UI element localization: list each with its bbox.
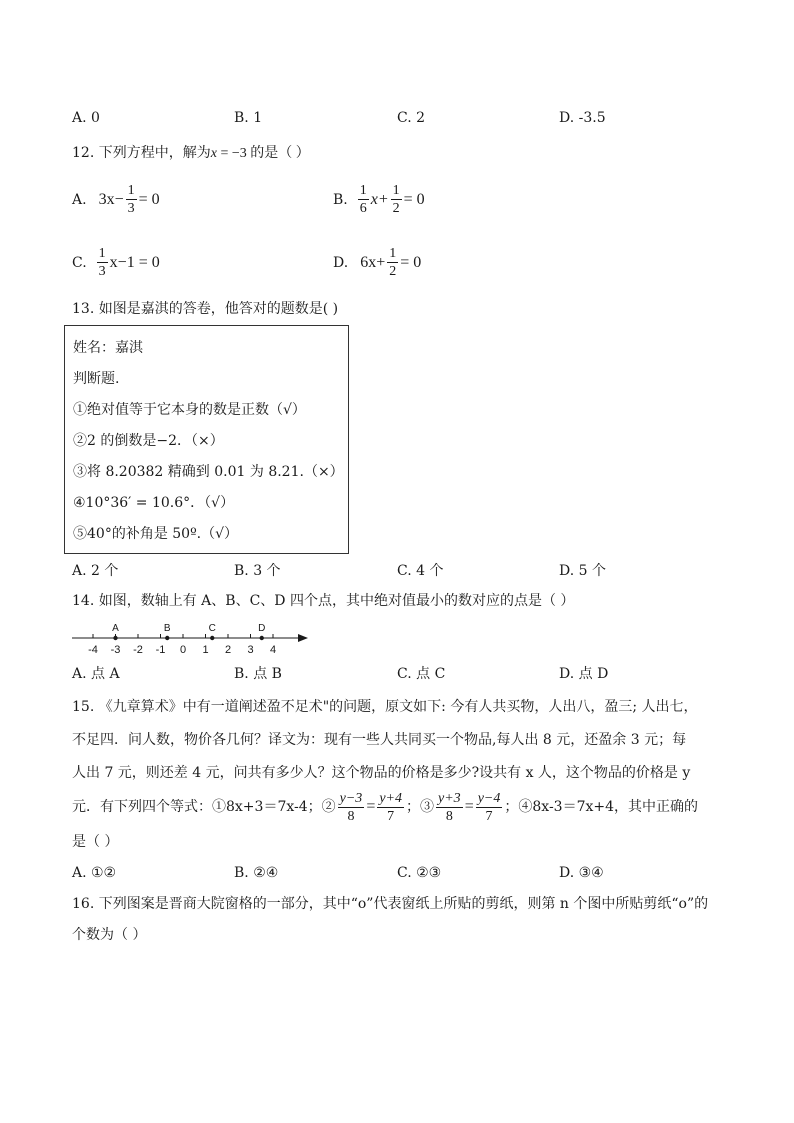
q12-b-num1: 1	[359, 183, 367, 198]
q15-line4-mid: ；③	[406, 799, 435, 815]
q15-line3: 人出 7 元，则还差 4 元，问共有多少人？这个物品的价格是多少?设共有 x 人，这个物品的价格是 y	[72, 765, 691, 781]
number-line-point	[165, 636, 169, 640]
q12-a-den: 3	[127, 201, 135, 216]
q12-b-frac1	[358, 182, 369, 217]
number-line-tick-label: 3	[247, 644, 254, 656]
q12-b-den1: 6	[359, 201, 367, 216]
number-line-tick-label: 1	[202, 644, 209, 656]
q15-eq3-rn: y−4	[477, 790, 501, 806]
q15-line1: 15. 《九章算术》中有一道阐述盈不足术"的问题，原文如下: 今有人共买物，人出八，盈三; 人出七，	[72, 699, 698, 715]
q12-option-b[interactable]	[333, 182, 425, 217]
number-line-tick-label: 4	[269, 644, 277, 656]
q12-b-post: = 0	[403, 190, 425, 208]
q15-option-a[interactable]: A. ①②	[72, 865, 117, 881]
q12-b-frac2	[391, 182, 402, 217]
answer-sheet-line: ③将 8.20382 精确到 0.01 为 8.21.（×）	[73, 464, 344, 480]
number-line-tick-label: 0	[179, 644, 187, 656]
q15-option-c[interactable]: C. ②③	[397, 865, 442, 881]
q12-option-c[interactable]	[72, 245, 160, 280]
q12-b-mid: x+	[370, 190, 389, 208]
q12-stem-var: x	[210, 146, 217, 161]
number-line-point-label: C	[208, 623, 216, 634]
q15-line4	[72, 787, 698, 827]
q15-eq3-ld: 8	[445, 808, 453, 824]
q12-stem-text: 12. 下列方程中，解为	[72, 145, 211, 161]
answer-sheet-line: ②2 的倒数是−2．（×）	[73, 433, 224, 449]
q15-eq2-rd: 7	[387, 808, 395, 824]
number-line-tick-label: -3	[110, 644, 121, 656]
number-line-tick-label: -2	[133, 644, 143, 656]
q13-option-b[interactable]: B. 3 个	[234, 563, 281, 579]
number-line-point-label: B	[163, 623, 171, 634]
q12-option-d-expr	[360, 245, 421, 280]
q16-line1: 16. 下列图案是晋商大院窗格的一部分，其中“o”代表窗纸上所贴的剪纸，则第 n 个图中所贴剪纸“o”的	[72, 896, 709, 912]
number-line-point	[113, 636, 117, 640]
q12-c-den: 3	[98, 264, 106, 279]
q12-option-a[interactable]	[72, 182, 160, 217]
number-line-point-label: D	[258, 623, 266, 634]
answer-sheet-line: ⑤40°的补角是 50º.（√）	[73, 526, 239, 542]
number-line-tick-label: 2	[224, 644, 232, 656]
q15-eq3-rd: 7	[485, 808, 493, 824]
q15-eq2-left	[338, 790, 365, 825]
q12-option-b-expr	[356, 182, 425, 217]
q14-number-line	[68, 618, 313, 658]
q15-eq3	[434, 790, 504, 825]
q12-b-den2: 2	[392, 201, 400, 216]
q15-eq3-left	[436, 790, 463, 825]
answer-sheet-line: 判断题.	[73, 371, 120, 387]
q11-option-b[interactable]: B. 1	[234, 110, 263, 126]
q14-option-c[interactable]: C. 点 C	[397, 666, 446, 682]
q16-line2: 个数为（ ）	[72, 927, 147, 943]
q15-eq2-ld: 8	[347, 808, 355, 824]
q12-a-frac	[126, 182, 137, 217]
q12-d-pre: 6x+	[360, 253, 386, 271]
q12-d-den: 2	[389, 264, 397, 279]
q12-c-num: 1	[98, 246, 106, 261]
q13-option-a[interactable]: A. 2 个	[72, 563, 119, 579]
number-line-point	[260, 636, 264, 640]
q12-option-c-expr	[95, 245, 160, 280]
q15-line5: 是（ ）	[72, 834, 119, 850]
q12-b-num2: 1	[392, 183, 400, 198]
q11-option-d[interactable]: D. -3.5	[559, 110, 606, 126]
q12-d-frac	[387, 245, 398, 280]
q15-option-b[interactable]: B. ②④	[234, 865, 279, 881]
q14-stem: 14. 如图，数轴上有 A、B、C、D 四个点，其中绝对值最小的数对应的点是（ ）	[72, 593, 575, 609]
q12-c-frac	[97, 245, 108, 280]
q11-option-c[interactable]: C. 2	[397, 110, 426, 126]
q14-option-d[interactable]: D. 点 D	[559, 666, 609, 682]
number-line-point-label: A	[112, 623, 119, 634]
answer-sheet-line: 姓名：嘉淇	[73, 340, 143, 356]
q12-stem	[72, 143, 310, 164]
number-line-tick-label: -1	[155, 644, 166, 656]
q15-eq2-ln: y−3	[339, 790, 363, 806]
q12-a-pre: 3x−	[98, 190, 124, 208]
q13-option-d[interactable]: D. 5 个	[559, 563, 606, 579]
q12-c-post: x−1 = 0	[109, 253, 160, 271]
q12-option-b-label: B.	[333, 191, 348, 208]
q12-d-num: 1	[389, 246, 397, 261]
q12-option-a-label: A.	[72, 191, 87, 208]
q15-eq2-sign: =	[366, 798, 376, 815]
q14-option-b[interactable]: B. 点 B	[234, 666, 282, 682]
q13-option-c[interactable]: C. 4 个	[397, 563, 444, 579]
q12-option-a-expr	[99, 182, 160, 217]
q15-eq2-right	[377, 790, 404, 825]
q14-option-a[interactable]: A. 点 A	[72, 666, 120, 682]
q12-stem-eq: = −3 的是（ ）	[216, 146, 310, 161]
q15-eq2-rn: y+4	[379, 790, 403, 806]
q15-eq3-ln: y+3	[438, 790, 461, 806]
q15-line4-pre: 元．有下列四个等式：①8x+3＝7x-4；②	[72, 799, 336, 815]
q12-a-post: = 0	[138, 190, 160, 208]
q15-option-d[interactable]: D. ③④	[559, 865, 604, 881]
q15-line4-post: ；④8x-3＝7x+4，其中正确的	[504, 799, 699, 815]
q11-option-a[interactable]: A. 0	[72, 110, 100, 126]
q15-eq3-right	[476, 790, 503, 825]
number-line-tick-label: -4	[88, 644, 98, 656]
q15-eq3-sign: =	[464, 798, 474, 815]
q12-option-c-label: C.	[72, 254, 87, 271]
q13-answer-sheet	[64, 325, 349, 554]
q15-eq2	[336, 790, 406, 825]
q12-option-d[interactable]	[333, 245, 421, 280]
answer-sheet-line: ④10°36′ = 10.6°．（√）	[73, 495, 235, 511]
q12-d-post: = 0	[400, 253, 422, 271]
number-line-point	[210, 636, 214, 640]
q15-line2: 不足四．问人数，物价各几何？译文为：现有一些人共同买一个物品,每人出 8 元，还盈余 3 元；每	[72, 732, 687, 748]
q13-stem: 13. 如图是嘉淇的答卷，他答对的题数是( )	[72, 301, 339, 317]
q12-a-num: 1	[127, 183, 135, 198]
number-line-arrow-icon	[298, 634, 308, 642]
q12-option-d-label: D.	[333, 254, 349, 271]
answer-sheet-line: ①绝对值等于它本身的数是正数（√）	[73, 402, 306, 418]
